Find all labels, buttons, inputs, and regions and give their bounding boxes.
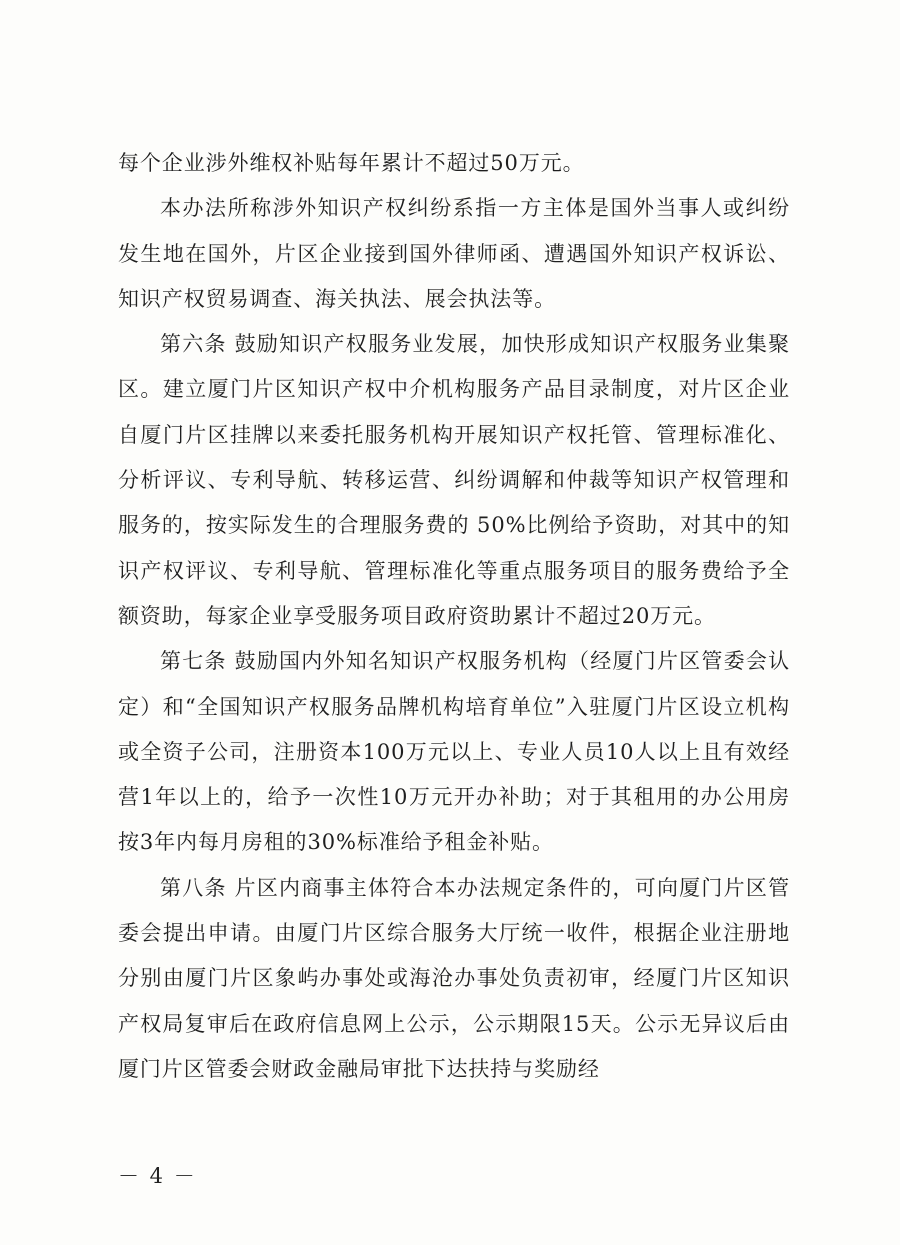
paragraph-article-6: 第六条 鼓励知识产权服务业发展，加快形成知识产权服务业集聚区。建立厦门片区知识产权中介机构服务产品目录制度，对片区企业自厦门片区挂牌以来委托服务机构开展知识产权托管、管理标准化、分析评议、专利导航、转移运营、纠纷调解和仲裁等知识产权管理和服务的，按实际发生的合理服务费的 50%比例给予资助，对其中的知识产权评议、专利导航、管理标准化等重点服务项目的服务费给予全额资助，每家企业享受服务项目政府资助累计不超过20万元。 [118, 332, 790, 628]
paragraph-article-8: 第八条 片区内商事主体符合本办法规定条件的，可向厦门片区管委会提出申请。由厦门片区综合服务大厅统一收件，根据企业注册地分别由厦门片区象屿办事处或海沧办事处负责初审，经厦门片区知识产权局复审后在政府信息网上公示，公示期限15天。公示无异议后由厦门片区管委会财政金融局审批下达扶持与奖励经 [118, 875, 790, 1081]
paragraph-subsidy-limit: 每个企业涉外维权补贴每年累计不超过50万元。 [118, 151, 585, 175]
page-number: － 4 － [118, 1164, 197, 1188]
document-body [118, 141, 790, 1092]
paragraph-foreign-dispute-definition: 本办法所称涉外知识产权纠纷系指一方主体是国外当事人或纠纷发生地在国外，片区企业接到国外律师函、遭遇国外知识产权诉讼、知识产权贸易调查、海关执法、展会执法等。 [118, 196, 790, 311]
paragraph-article-7: 第七条 鼓励国内外知名知识产权服务机构（经厦门片区管委会认定）和“全国知识产权服务品牌机构培育单位”入驻厦门片区设立机构或全资子公司，注册资本100万元以上、专业人员10人以上且有效经营1年以上的，给予一次性10万元开办补助；对于其租用的办公用房按3年内每月房租的30%标准给予租金补贴。 [118, 649, 790, 855]
